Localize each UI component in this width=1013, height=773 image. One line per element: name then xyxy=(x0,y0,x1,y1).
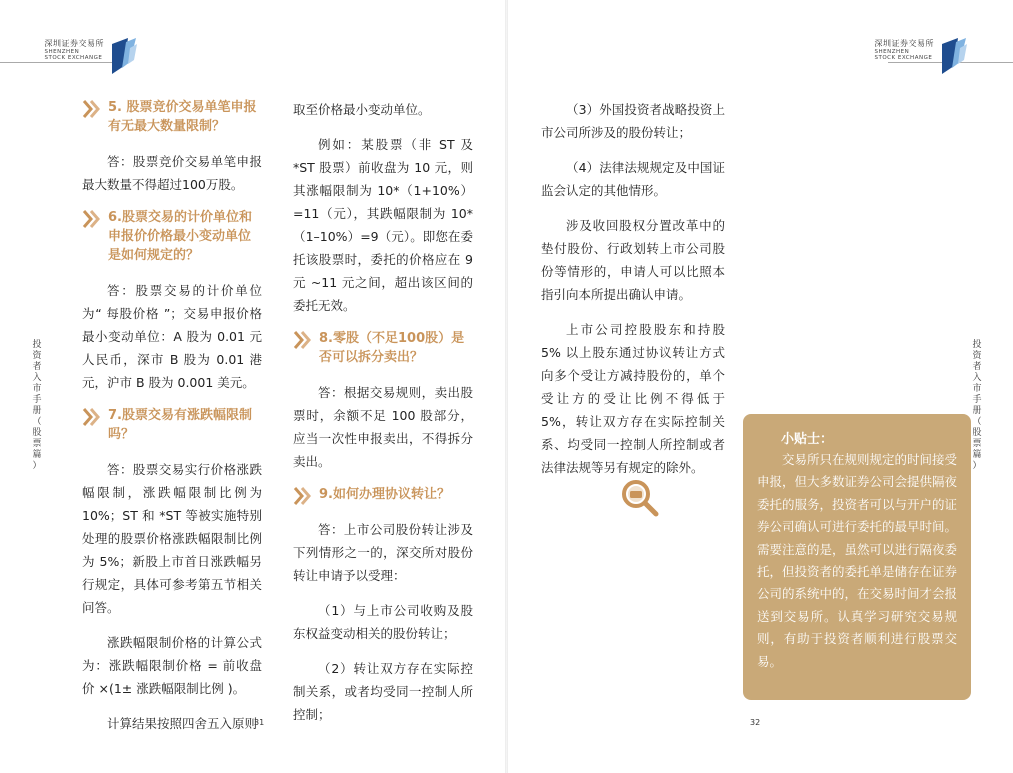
side-tab-char: 者 xyxy=(972,362,982,372)
paragraph: （1）与上市公司收购及股东权益变动相关的股份转让； xyxy=(293,603,473,641)
question-text: 7.股票交易有涨跌幅限制吗？ xyxy=(108,408,252,442)
tip-box xyxy=(743,414,971,700)
right-page xyxy=(508,0,1013,773)
left-column-2 xyxy=(293,98,473,738)
side-tab-char: 手 xyxy=(972,395,982,405)
logo-cn: 深圳证券交易所 xyxy=(44,39,104,48)
question-text: 9.如何办理协议转让？ xyxy=(319,487,450,502)
left-column-1 xyxy=(82,98,265,747)
paragraph: 计算结果按照四舍五入原则 xyxy=(107,716,258,731)
paragraph: 答：根据交易规则，卖出股票时，余额不足 100 股部分，应当一次性申报卖出，不得拆分卖出。 xyxy=(293,385,473,469)
szse-logo xyxy=(44,36,138,76)
paragraph: 涨跌幅限制价格的计算公式为：涨跌幅限制价格 = 前收盘价 ×(1± 涨跌幅限制比例 )。 xyxy=(82,635,262,696)
side-tab-char: 投 xyxy=(32,340,42,350)
side-tab xyxy=(30,340,44,472)
logo-en-1: SHENZHEN xyxy=(44,49,80,55)
paragraph: 取至价格最小变动单位。 xyxy=(293,102,431,117)
side-tab-char: 入 xyxy=(972,373,982,383)
szse-logo xyxy=(874,36,968,76)
side-tab-char: ） xyxy=(972,461,982,471)
logo-en-2: STOCK EXCHANGE xyxy=(44,55,103,61)
side-tab-char: 手 xyxy=(32,395,42,405)
question-text: 8.零股（不足100股）是否可以拆分卖出？ xyxy=(319,331,465,365)
side-tab-char: 资 xyxy=(32,351,42,361)
paragraph: 例如：某股票（非 ST 及 *ST 股票）前收盘为 10 元，则其涨幅限制为 10*（1+10%）=11（元），其跌幅限制为 10*（1–10%）=9（元）。即您在委托该股票时，委托的价格应在 9 元 ~11 元之间，超出该区间的委托无效。 xyxy=(293,137,473,313)
paragraph: 答：股票竞价交易单笔申报最大数量不得超过100万股。 xyxy=(82,154,262,192)
page-number: 31 xyxy=(254,718,265,727)
left-page xyxy=(0,0,505,773)
chevron-icon xyxy=(293,329,315,351)
paragraph: 涉及收回股权分置改革中的垫付股份、行政划转上市公司股份等情形的，申请人可以比照本指引向本所提出确认申请。 xyxy=(541,218,725,302)
side-tab-char: 篇 xyxy=(32,450,42,460)
right-column-1 xyxy=(541,98,725,491)
paragraph: 答：上市公司股份转让涉及下列情形之一的，深交所对股份转让申请予以受理： xyxy=(293,522,473,583)
tip-body: 交易所只在规则规定的时间接受申报，但大多数证券公司会提供隔夜委托的服务，投资者可以与开户的证券公司确认可进行委托的最早时间。需要注意的是，虽然可以进行隔夜委托，但投资者的委托单是储存在证券公司的系统中的，在交易时间才会报送到交易所。认真学习研究交易规则，有助于投资者顺利进行股票交易。 xyxy=(757,452,958,669)
side-tab-char: 股 xyxy=(32,428,42,438)
page-number: 32 xyxy=(750,718,761,727)
side-tab-char: 册 xyxy=(32,406,42,416)
paragraph: （3）外国投资者战略投资上市公司所涉及的股份转让； xyxy=(541,102,725,140)
side-tab-char: （ xyxy=(32,417,42,427)
logo-en-2: STOCK EXCHANGE xyxy=(874,55,933,61)
side-tab-char: 者 xyxy=(32,362,42,372)
paragraph: 答：股票交易的计价单位为“ 每股价格 ”；交易申报价格最小变动单位：A 股为 0.01 元人民币，深市 B 股为 0.01 港元，沪市 B 股为 0.001 美元。 xyxy=(82,283,262,390)
question-heading xyxy=(82,208,262,265)
question-heading xyxy=(82,98,262,136)
szse-logo-mark-icon xyxy=(938,36,968,76)
chevron-icon xyxy=(82,406,104,428)
side-tab-char: （ xyxy=(972,417,982,427)
paragraph: 答：股票交易实行价格涨跌幅限制，涨跌幅限制比例为 10%；ST 和 *ST 等被实施特别处理的股票价格涨跌幅限制比例为 5%；新股上市首日涨跌幅另行规定，具体可参考第五节相关问答。 xyxy=(82,462,262,615)
szse-logo-mark-icon xyxy=(108,36,138,76)
logo-en-1: SHENZHEN xyxy=(874,49,910,55)
side-tab-char: 票 xyxy=(972,439,982,449)
paragraph: 上市公司控股股东和持股 5% 以上股东通过协议转让方式向多个受让方减持股份的，单个受让方的受让比例不得低于 5%，转让双方存在实际控制关系、均受同一控制人所控制或者法律法规等另有规定的除外。 xyxy=(541,322,725,475)
side-tab-char: 股 xyxy=(972,428,982,438)
magnifier-icon xyxy=(618,476,662,520)
chevron-icon xyxy=(82,98,104,120)
side-tab-char: 市 xyxy=(972,384,982,394)
question-heading xyxy=(82,406,262,444)
side-tab-char: 投 xyxy=(972,340,982,350)
side-tab xyxy=(970,340,984,472)
chevron-icon xyxy=(293,485,315,507)
tip-title: 小贴士： xyxy=(781,432,834,447)
side-tab-char: 入 xyxy=(32,373,42,383)
question-heading xyxy=(293,329,473,367)
chevron-icon xyxy=(82,208,104,230)
question-text: 6.股票交易的计价单位和申报价价格最小变动单位是如何规定的？ xyxy=(108,210,252,263)
logo-cn: 深圳证券交易所 xyxy=(874,39,934,48)
question-heading xyxy=(293,485,473,504)
question-text: 5. 股票竞价交易单笔申报有无最大数量限制？ xyxy=(108,100,257,134)
paragraph: （2）转让双方存在实际控制关系，或者均受同一控制人所控制； xyxy=(293,661,473,722)
side-tab-char: 篇 xyxy=(972,450,982,460)
side-tab-char: 票 xyxy=(32,439,42,449)
side-tab-char: 资 xyxy=(972,351,982,361)
paragraph: （4）法律法规规定及中国证监会认定的其他情形。 xyxy=(541,160,725,198)
side-tab-char: 市 xyxy=(32,384,42,394)
side-tab-char: ） xyxy=(32,461,42,471)
side-tab-char: 册 xyxy=(972,406,982,416)
